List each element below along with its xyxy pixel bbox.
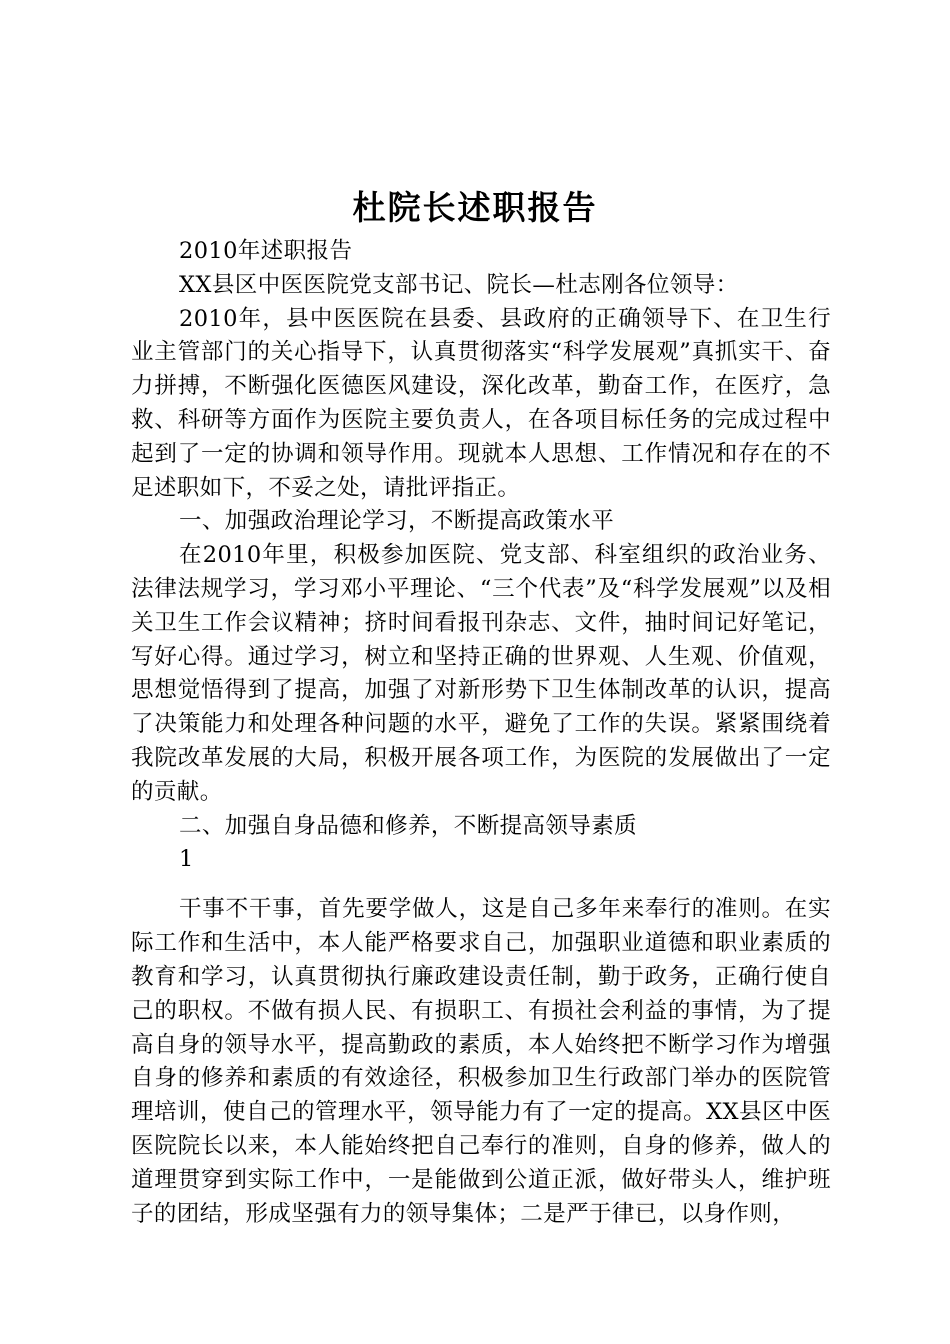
document-body (131, 235, 831, 1231)
paragraph-report-heading: 2010年述职报告 (179, 238, 353, 264)
paragraph-section-2: 干事不干事，首先要学做人，这是自己多年来奉行的准则。在实际工作和生活中，本人能严格要求自己，加强职业道德和职业素质的教育和学习，认真贯彻执行廉政建设责任制，勤于政务，正确行使自己的职权。不做有损人民、有损职工、有损社会利益的事情，为了提高自身的领导水平，提高勤政的素质，本人始终把不断学习作为增强自身的修养和素质的有效途径，积极参加卫生行政部门举办的医院管理培训，使自己的管理水平，领导能力有了一定的提高。XX县区中医医院院长以来，本人能始终把自己奉行的准则，自身的修养，做人的道理贯穿到实际工作中，一是能做到公道正派，做好带头人，维护班子的团结，形成坚强有力的领导集体；二是严于律已，以身作则， (131, 896, 831, 1227)
document-title: 杜院长述职报告 (352, 188, 598, 227)
paragraph-author-line: XX县区中医医院党支部书记、院长—杜志刚各位领导： (179, 271, 739, 298)
paragraph-section-1: 在2010年里，积极参加医院、党支部、科室组织的政治业务、法律法规学习，学习邓小平理论、“三个代表”及“科学发展观”以及相关卫生工作会议精神；挤时间看报刊杂志、文件，抽时间记好笔记，写好心得。通过学习，树立和坚持正确的世界观、人生观、价值观，思想觉悟得到了提高，加强了对新形势下卫生体制改革的认识，提高了决策能力和处理各种问题的水平，避免了工作的失误。紧紧围绕着我院改革发展的大局，积极开展各项工作，为医院的发展做出了一定的贡献。 (131, 542, 831, 805)
section-heading-1: 一、加强政治理论学习，不断提高政策水平 (179, 508, 615, 535)
paragraph-intro: 2010年，县中医医院在县委、县政府的正确领导下、在卫生行业主管部门的关心指导下，认真贯彻落实“科学发展观”真抓实干、奋力拼搏，不断强化医德医风建设，深化改革，勤奋工作，在医疗，急救、科研等方面作为医院主要负责人，在各项目标任务的完成过程中起到了一定的协调和领导作用。现就本人思想、工作情况和存在的不足述职如下，不妥之处，请批评指正。 (131, 305, 831, 501)
page-number: 1 (179, 846, 194, 873)
section-heading-2: 二、加强自身品德和修养，不断提高领导素质 (179, 812, 638, 839)
